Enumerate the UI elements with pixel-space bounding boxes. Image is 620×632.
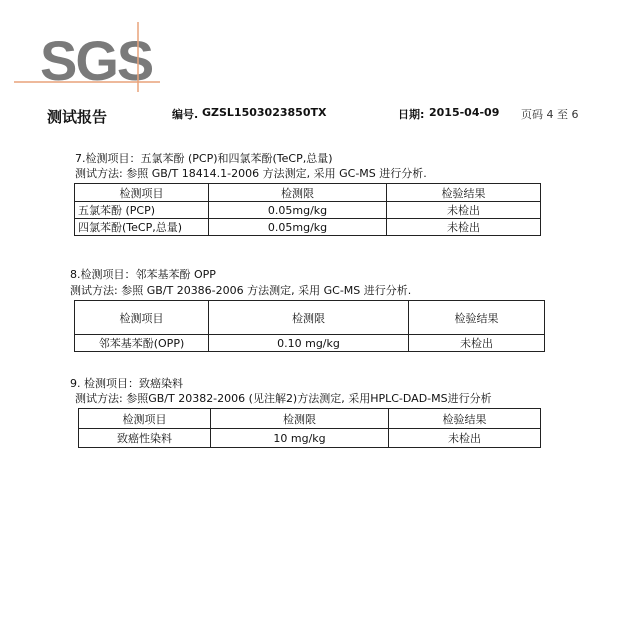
results-table [78,408,541,448]
result-cell: 未检出 [409,335,545,352]
column-header: 检测限 [209,184,387,202]
table-row [75,335,545,352]
page-number: 页码 4 至 6 [521,108,579,121]
column-header: 检测项目 [75,301,209,335]
results-table [74,300,545,352]
column-header: 检验结果 [389,409,541,429]
column-header: 检验结果 [387,184,541,202]
detection-limit-cell: 0.10 mg/kg [209,335,409,352]
sgs-logo-text: SGS [40,29,153,92]
date-label: 日期: [398,108,425,121]
report-date: 2015-04-09 [429,106,500,119]
detection-limit-cell: 0.05mg/kg [209,202,387,219]
test-item-cell: 邻苯基苯酚(OPP) [75,335,209,352]
result-cell: 未检出 [387,202,541,219]
section-method: 测试方法: 参照GB/T 20382-2006 (见注解2)方法测定, 采用HPLC-DAD-MS进行分析 [75,392,492,405]
detection-limit-cell: 10 mg/kg [211,429,389,448]
column-header: 检验结果 [409,301,545,335]
table-row [75,202,541,219]
table-row [79,429,541,448]
results-table [74,183,541,236]
table-row [75,219,541,236]
column-header: 检测项目 [75,184,209,202]
detection-limit-cell: 0.05mg/kg [209,219,387,236]
test-item-cell: 四氯苯酚(TeCP,总量) [75,219,209,236]
section-title: 9. 检测项目：致癌染料 [70,377,183,390]
sgs-logo [14,20,160,92]
report-title: 测试报告 [47,108,108,126]
column-header: 检测限 [211,409,389,429]
report-header [0,106,620,128]
column-header: 检测项目 [79,409,211,429]
test-item-cell: 致癌性染料 [79,429,211,448]
report-number: GZSL1503023850TX [202,106,327,119]
section-method: 测试方法: 参照 GB/T 18414.1-2006 方法测定, 采用 GC-MS 进行分析. [75,167,427,180]
section-title: 7.检测项目：五氯苯酚 (PCP)和四氯苯酚(TeCP,总量) [75,152,333,165]
section-method: 测试方法: 参照 GB/T 20386-2006 方法测定, 采用 GC-MS 进行分析. [70,284,412,297]
column-header: 检测限 [209,301,409,335]
result-cell: 未检出 [389,429,541,448]
result-cell: 未检出 [387,219,541,236]
test-item-cell: 五氯苯酚 (PCP) [75,202,209,219]
report-number-label: 编号. [172,108,199,121]
section-title: 8.检测项目：邻苯基苯酚 OPP [70,268,216,281]
